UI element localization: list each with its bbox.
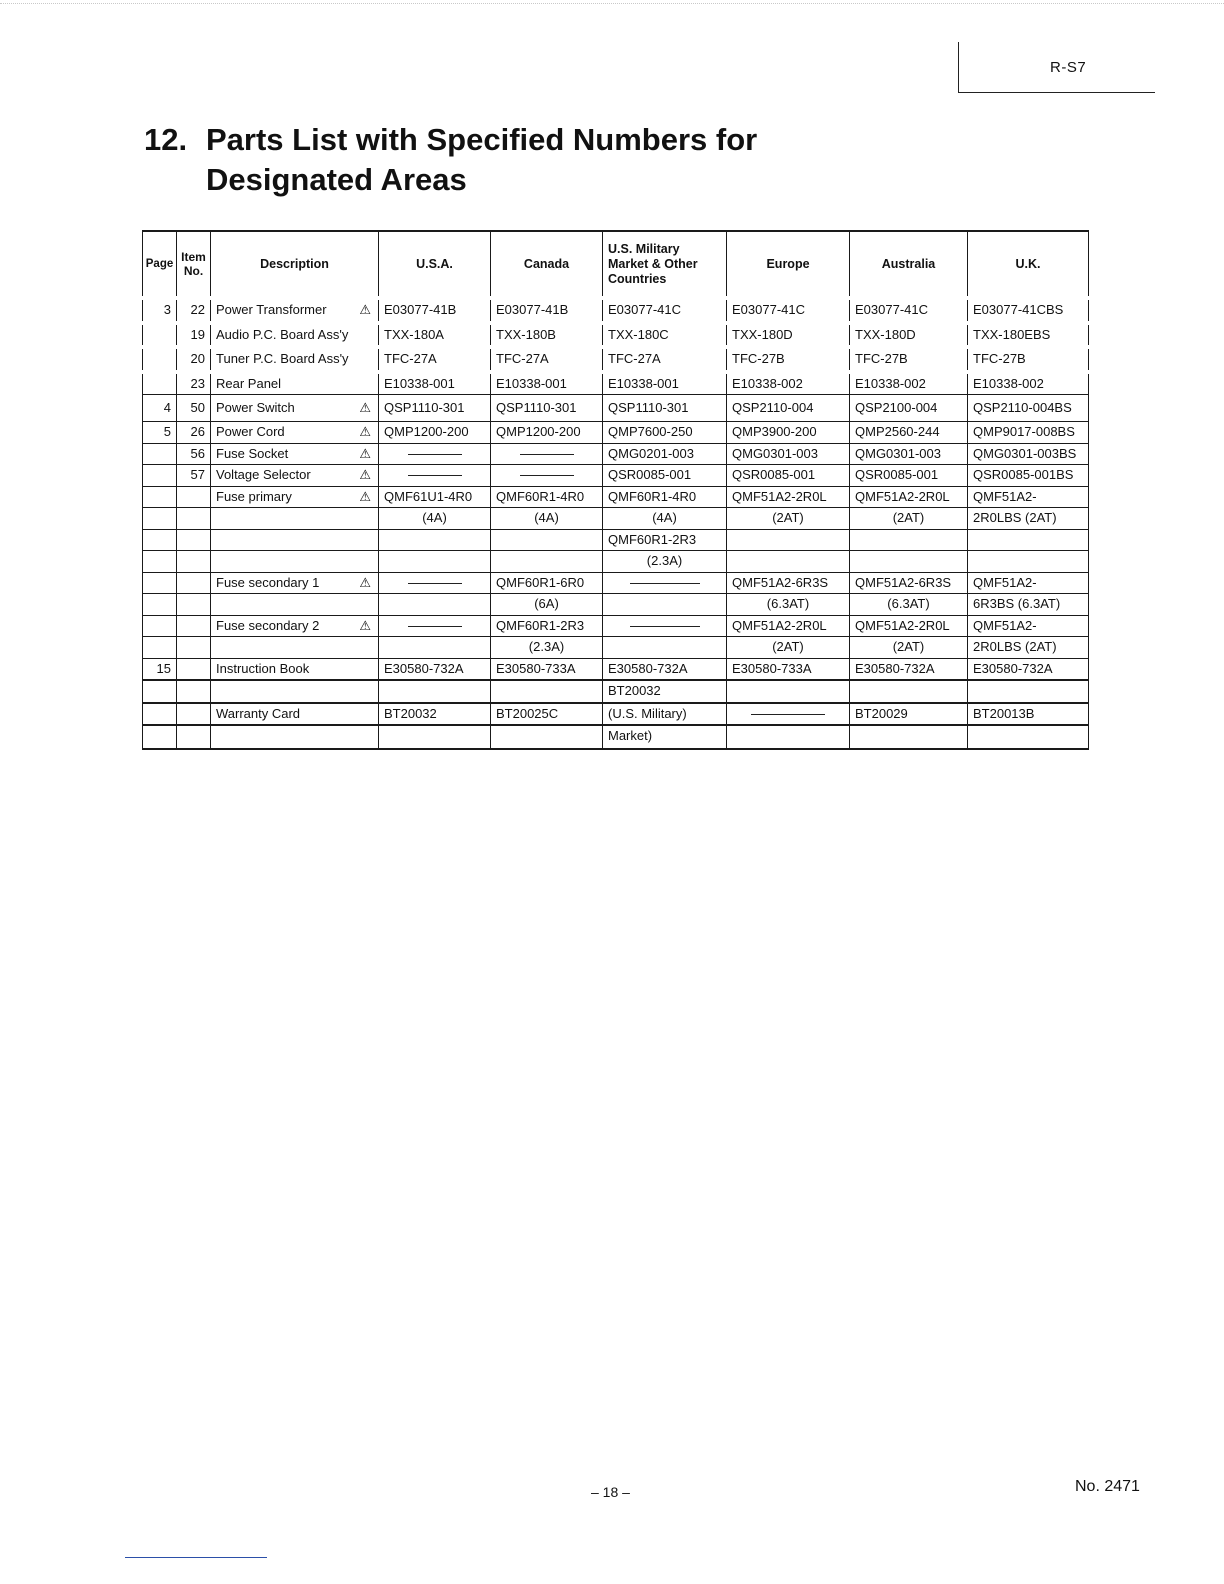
table-row <box>143 594 1089 616</box>
europe-cell: TFC-27B <box>727 347 850 372</box>
item-cell <box>177 637 211 659</box>
usa-cell: E30580-732A <box>379 658 491 680</box>
uk-cell: QMF51A2- <box>968 572 1089 594</box>
europe-cell <box>727 725 850 749</box>
warning-triangle-icon: ⚠ <box>359 467 371 482</box>
australia-cell: TXX-180D <box>850 323 968 348</box>
europe-cell <box>727 703 850 726</box>
usa-cell: E10338-001 <box>379 372 491 395</box>
europe-cell: E03077-41C <box>727 298 850 323</box>
description-cell <box>211 486 379 508</box>
military-cell: QMF60R1-4R0 <box>603 486 727 508</box>
page-cell <box>143 594 177 616</box>
europe-cell: E30580-733A <box>727 658 850 680</box>
not-applicable-dash <box>408 626 462 627</box>
description-text: Voltage Selector <box>216 467 311 482</box>
description-cell <box>211 637 379 659</box>
usa-cell: BT20032 <box>379 703 491 726</box>
table-row <box>143 572 1089 594</box>
europe-cell: (6.3AT) <box>727 594 850 616</box>
description-cell: Audio P.C. Board Ass'y <box>211 323 379 348</box>
uk-cell: QSP2110-004BS <box>968 395 1089 422</box>
military-cell: E30580-732A <box>603 658 727 680</box>
europe-cell: QMF51A2-2R0L <box>727 615 850 637</box>
description-cell: Warranty Card <box>211 703 379 726</box>
not-applicable-dash <box>408 454 462 455</box>
canada-cell: E03077-41B <box>491 298 603 323</box>
description-text: Fuse secondary 1 <box>216 574 320 590</box>
description-cell <box>211 615 379 637</box>
uk-cell: TFC-27B <box>968 347 1089 372</box>
canada-cell <box>491 465 603 487</box>
canada-cell <box>491 443 603 465</box>
europe-cell: E10338-002 <box>727 372 850 395</box>
item-cell: 23 <box>177 372 211 395</box>
table-row <box>143 658 1089 680</box>
australia-cell: E03077-41C <box>850 298 968 323</box>
military-cell: QSR0085-001 <box>603 465 727 487</box>
usa-cell: QMF61U1-4R0 <box>379 486 491 508</box>
item-cell <box>177 572 211 594</box>
canada-cell: TFC-27A <box>491 347 603 372</box>
australia-cell: E10338-002 <box>850 372 968 395</box>
header-uk: U.K. <box>968 231 1089 298</box>
page-cell <box>143 572 177 594</box>
description-cell <box>211 725 379 749</box>
military-cell <box>603 637 727 659</box>
not-applicable-dash <box>520 475 574 476</box>
header-australia: Australia <box>850 231 968 298</box>
page-cell <box>143 725 177 749</box>
military-cell <box>603 572 727 594</box>
description-cell: Rear Panel <box>211 372 379 395</box>
header-row <box>143 231 1089 298</box>
description-cell: Tuner P.C. Board Ass'y <box>211 347 379 372</box>
uk-cell: QSR0085-001BS <box>968 465 1089 487</box>
page-cell: 3 <box>143 298 177 323</box>
item-cell <box>177 508 211 530</box>
uk-cell: BT20013B <box>968 703 1089 726</box>
europe-cell: QMP3900-200 <box>727 422 850 444</box>
australia-cell <box>850 680 968 703</box>
australia-cell: E30580-732A <box>850 658 968 680</box>
description-cell <box>211 572 379 594</box>
military-cell: Market) <box>603 725 727 749</box>
page-cell <box>143 443 177 465</box>
uk-cell: E30580-732A <box>968 658 1089 680</box>
canada-cell <box>491 725 603 749</box>
table-row <box>143 529 1089 551</box>
australia-cell: QMG0301-003 <box>850 443 968 465</box>
europe-cell: QMF51A2-2R0L <box>727 486 850 508</box>
canada-cell: BT20025C <box>491 703 603 726</box>
military-cell: (U.S. Military) <box>603 703 727 726</box>
military-cell: TXX-180C <box>603 323 727 348</box>
title-line-1: Parts List with Specified Numbers for <box>206 122 758 157</box>
australia-cell <box>850 529 968 551</box>
header-europe: Europe <box>727 231 850 298</box>
page-cell: 15 <box>143 658 177 680</box>
usa-cell <box>379 572 491 594</box>
page-cell <box>143 703 177 726</box>
page-cell <box>143 372 177 395</box>
description-cell <box>211 298 379 323</box>
description-text: Power Switch <box>216 399 295 415</box>
australia-cell: QSR0085-001 <box>850 465 968 487</box>
header-item-no: Item No. <box>177 231 211 298</box>
item-cell <box>177 680 211 703</box>
uk-cell: 6R3BS (6.3AT) <box>968 594 1089 616</box>
canada-cell: QSP1110-301 <box>491 395 603 422</box>
military-cell: QMG0201-003 <box>603 443 727 465</box>
usa-cell <box>379 529 491 551</box>
usa-cell <box>379 465 491 487</box>
description-cell <box>211 551 379 573</box>
usa-cell: E03077-41B <box>379 298 491 323</box>
usa-cell: (4A) <box>379 508 491 530</box>
document-number: No. 2471 <box>1075 1478 1140 1495</box>
model-code: R-S7 <box>1050 59 1087 76</box>
header-page: Page <box>143 231 177 298</box>
description-text: Power Cord <box>216 424 285 439</box>
description-cell <box>211 594 379 616</box>
group-page-15 <box>143 658 1089 749</box>
page-cell <box>143 465 177 487</box>
australia-cell: (2AT) <box>850 637 968 659</box>
uk-cell: QMF51A2- <box>968 486 1089 508</box>
australia-cell: (2AT) <box>850 508 968 530</box>
page-cell: 4 <box>143 395 177 422</box>
page-cell <box>143 486 177 508</box>
warning-triangle-icon: ⚠ <box>359 574 371 590</box>
not-applicable-dash <box>751 714 825 715</box>
usa-cell: TXX-180A <box>379 323 491 348</box>
australia-cell: TFC-27B <box>850 347 968 372</box>
item-cell: 56 <box>177 443 211 465</box>
canada-cell: E10338-001 <box>491 372 603 395</box>
item-cell: 57 <box>177 465 211 487</box>
uk-cell <box>968 680 1089 703</box>
uk-cell: E03077-41CBS <box>968 298 1089 323</box>
bottom-rule <box>125 1557 267 1558</box>
usa-cell: QMP1200-200 <box>379 422 491 444</box>
canada-cell <box>491 680 603 703</box>
item-cell <box>177 615 211 637</box>
table-row <box>143 680 1089 703</box>
description-cell <box>211 443 379 465</box>
header-usa: U.S.A. <box>379 231 491 298</box>
item-cell <box>177 658 211 680</box>
table-row <box>143 395 1089 422</box>
table-row <box>143 615 1089 637</box>
page-cell <box>143 637 177 659</box>
australia-cell <box>850 551 968 573</box>
item-cell: 26 <box>177 422 211 444</box>
page-cell <box>143 529 177 551</box>
page-number: – 18 – <box>591 1484 630 1500</box>
usa-cell <box>379 725 491 749</box>
australia-cell <box>850 725 968 749</box>
usa-cell <box>379 551 491 573</box>
europe-cell: QSR0085-001 <box>727 465 850 487</box>
description-text: Fuse Socket <box>216 445 289 461</box>
uk-cell: QMP9017-008BS <box>968 422 1089 444</box>
uk-cell: QMG0301-003BS <box>968 443 1089 465</box>
australia-cell: QMP2560-244 <box>850 422 968 444</box>
europe-cell <box>727 551 850 573</box>
usa-cell <box>379 594 491 616</box>
australia-cell: QMF51A2-2R0L <box>850 615 968 637</box>
uk-cell <box>968 529 1089 551</box>
page-cell: 5 <box>143 422 177 444</box>
uk-cell <box>968 551 1089 573</box>
table-row <box>143 551 1089 573</box>
uk-cell: TXX-180EBS <box>968 323 1089 348</box>
group-page-5 <box>143 422 1089 659</box>
military-cell: QMP7600-250 <box>603 422 727 444</box>
military-cell <box>603 615 727 637</box>
europe-cell: QSP2110-004 <box>727 395 850 422</box>
military-cell <box>603 594 727 616</box>
table-row <box>143 443 1089 465</box>
europe-cell: QMF51A2-6R3S <box>727 572 850 594</box>
military-cell: QSP1110-301 <box>603 395 727 422</box>
page-cell <box>143 347 177 372</box>
table-row <box>143 372 1089 395</box>
top-dotted-rule <box>0 3 1224 4</box>
not-applicable-dash <box>520 454 574 455</box>
military-cell: QMF60R1-2R3 <box>603 529 727 551</box>
usa-cell <box>379 443 491 465</box>
canada-cell: QMF60R1-4R0 <box>491 486 603 508</box>
military-cell: E10338-001 <box>603 372 727 395</box>
table-row <box>143 703 1089 726</box>
page-cell <box>143 680 177 703</box>
description-cell <box>211 422 379 444</box>
description-cell: Instruction Book <box>211 658 379 680</box>
military-cell: TFC-27A <box>603 347 727 372</box>
australia-cell: BT20029 <box>850 703 968 726</box>
australia-cell: QSP2100-004 <box>850 395 968 422</box>
item-cell <box>177 486 211 508</box>
item-cell <box>177 551 211 573</box>
description-cell <box>211 508 379 530</box>
warning-triangle-icon: ⚠ <box>359 445 371 461</box>
canada-cell: QMF60R1-2R3 <box>491 615 603 637</box>
table-row <box>143 486 1089 508</box>
australia-cell: (6.3AT) <box>850 594 968 616</box>
military-cell: (4A) <box>603 508 727 530</box>
table-row <box>143 465 1089 487</box>
description-text: Power Transformer <box>216 302 327 317</box>
title-line-2: Designated Areas <box>206 162 467 197</box>
section-title <box>144 120 757 200</box>
section-number: 12. <box>144 122 188 157</box>
page-cell <box>143 615 177 637</box>
europe-cell: (2AT) <box>727 508 850 530</box>
page-cell <box>143 551 177 573</box>
usa-cell <box>379 615 491 637</box>
usa-cell: QSP1110-301 <box>379 395 491 422</box>
usa-cell: TFC-27A <box>379 347 491 372</box>
uk-cell: 2R0LBS (2AT) <box>968 508 1089 530</box>
usa-cell <box>379 637 491 659</box>
military-cell: E03077-41C <box>603 298 727 323</box>
not-applicable-dash <box>408 583 462 584</box>
warning-triangle-icon: ⚠ <box>359 399 371 415</box>
europe-cell <box>727 680 850 703</box>
group-page-3 <box>143 298 1089 395</box>
canada-cell: QMP1200-200 <box>491 422 603 444</box>
warning-triangle-icon: ⚠ <box>359 424 371 439</box>
item-cell: 22 <box>177 298 211 323</box>
item-cell <box>177 703 211 726</box>
header-us-military: U.S. Military Market & Other Countries <box>603 231 727 298</box>
uk-cell: QMF51A2- <box>968 615 1089 637</box>
canada-cell: (6A) <box>491 594 603 616</box>
not-applicable-dash <box>408 475 462 476</box>
europe-cell <box>727 529 850 551</box>
not-applicable-dash <box>630 583 700 584</box>
table-row <box>143 298 1089 323</box>
header-description: Description <box>211 231 379 298</box>
description-text: Fuse secondary 2 <box>216 617 320 633</box>
item-cell <box>177 725 211 749</box>
page-cell <box>143 508 177 530</box>
canada-cell: QMF60R1-6R0 <box>491 572 603 594</box>
australia-cell: QMF51A2-2R0L <box>850 486 968 508</box>
military-cell: (2.3A) <box>603 551 727 573</box>
item-cell: 50 <box>177 395 211 422</box>
item-cell <box>177 529 211 551</box>
table-row <box>143 637 1089 659</box>
item-cell: 19 <box>177 323 211 348</box>
military-cell: BT20032 <box>603 680 727 703</box>
canada-cell: E30580-733A <box>491 658 603 680</box>
warning-triangle-icon: ⚠ <box>359 302 371 317</box>
description-cell <box>211 680 379 703</box>
warning-triangle-icon: ⚠ <box>359 488 371 504</box>
table-row <box>143 347 1089 372</box>
item-cell <box>177 594 211 616</box>
description-cell <box>211 395 379 422</box>
canada-cell: TXX-180B <box>491 323 603 348</box>
header-canada: Canada <box>491 231 603 298</box>
warning-triangle-icon: ⚠ <box>359 617 371 633</box>
parts-table <box>142 230 1089 750</box>
table-row <box>143 508 1089 530</box>
uk-cell <box>968 725 1089 749</box>
canada-cell <box>491 529 603 551</box>
europe-cell: QMG0301-003 <box>727 443 850 465</box>
australia-cell: QMF51A2-6R3S <box>850 572 968 594</box>
not-applicable-dash <box>630 626 700 627</box>
usa-cell <box>379 680 491 703</box>
canada-cell <box>491 551 603 573</box>
description-cell <box>211 529 379 551</box>
description-text: Fuse primary <box>216 488 292 504</box>
uk-cell: 2R0LBS (2AT) <box>968 637 1089 659</box>
uk-cell: E10338-002 <box>968 372 1089 395</box>
item-cell: 20 <box>177 347 211 372</box>
europe-cell: (2AT) <box>727 637 850 659</box>
canada-cell: (4A) <box>491 508 603 530</box>
table-row <box>143 323 1089 348</box>
description-cell <box>211 465 379 487</box>
table-row <box>143 422 1089 444</box>
canada-cell: (2.3A) <box>491 637 603 659</box>
page-cell <box>143 323 177 348</box>
group-page-4 <box>143 395 1089 422</box>
table-row <box>143 725 1089 749</box>
europe-cell: TXX-180D <box>727 323 850 348</box>
